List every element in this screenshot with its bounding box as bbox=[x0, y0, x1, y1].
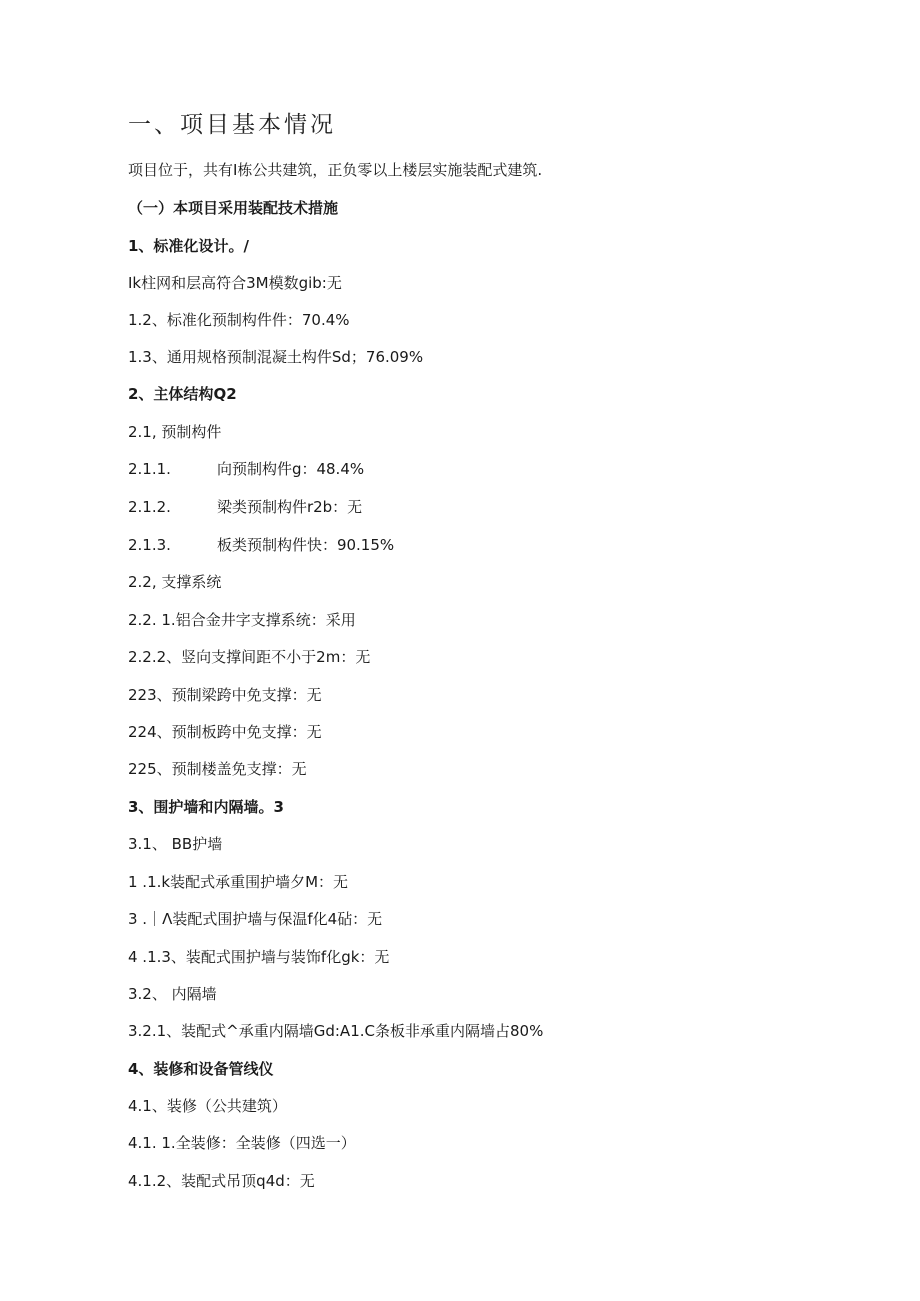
item-slab-precast bbox=[128, 535, 394, 555]
item-vertical-precast bbox=[128, 459, 364, 479]
item-standard-design: 1、标准化设计。/ bbox=[128, 237, 249, 255]
item-number: 2.1.3. bbox=[128, 536, 171, 554]
item-decoration-public: 4.1、装修（公共建筑） bbox=[128, 1097, 287, 1115]
item-decoration-equipment: 4、装修和设备管线仪 bbox=[128, 1060, 274, 1078]
subsection-title: （一）本项目采用装配技术措施 bbox=[128, 199, 339, 217]
item-partition-wall: 3.2、 内隔墙 bbox=[128, 985, 217, 1003]
item-decoration-wall: 4 .1.3、装配式围护墙与装饰f化gk：无 bbox=[128, 948, 390, 966]
item-walls: 3、围护墙和内隔墙。3 bbox=[128, 798, 284, 816]
item-nonloadbearing-partition: 3.2.1、装配式^承重内隔墙Gd:A1.C条板非承重内隔墙占80% bbox=[128, 1022, 544, 1040]
item-vertical-support: 2.2.2、竖向支撑间距不小于2m：无 bbox=[128, 648, 371, 666]
item-enclosure-wall: 3.1、 BB护墙 bbox=[128, 835, 223, 853]
item-loadbearing-wall: 1 .1.k装配式承重围护墙夕M：无 bbox=[128, 873, 349, 891]
item-floor-support: 225、预制楼盖免支撑：无 bbox=[128, 760, 307, 778]
item-number: 2.1.1. bbox=[128, 460, 171, 478]
item-standard-components: 1.2、标准化预制构件件：70.4% bbox=[128, 311, 350, 329]
item-text: 向预制构件g：48.4% bbox=[216, 460, 365, 478]
item-beam-precast bbox=[128, 497, 362, 517]
item-full-decoration: 4.1. 1.全装修：全装修（四选一） bbox=[128, 1134, 356, 1152]
section-heading: 一、项目基本情况 bbox=[128, 112, 336, 138]
item-column-grid: Ik柱网和层高符合3M模数gib:无 bbox=[128, 274, 342, 292]
item-general-components: 1.3、通用规格预制混凝土构件Sd；76.09% bbox=[128, 348, 424, 366]
item-text: 梁类预制构件r2b：无 bbox=[216, 498, 363, 516]
item-suspended-ceiling: 4.1.2、装配式吊顶q4d：无 bbox=[128, 1172, 315, 1190]
item-beam-support: 223、预制梁跨中免支撑：无 bbox=[128, 686, 322, 704]
intro-paragraph: 项目位于，共有I栋公共建筑，正负零以上楼层实施装配式建筑. bbox=[128, 161, 543, 179]
item-number: 2.1.2. bbox=[128, 498, 171, 516]
item-aluminum-support: 2.2. 1.铝合金井字支撑系统：采用 bbox=[128, 611, 356, 629]
item-slab-support: 224、预制板跨中免支撑：无 bbox=[128, 723, 322, 741]
item-main-structure: 2、主体结构Q2 bbox=[128, 385, 237, 403]
item-insulation-wall: 3 .｜Λ装配式围护墙与保温f化4砧：无 bbox=[128, 910, 383, 928]
item-text: 板类预制构件快：90.15% bbox=[216, 536, 395, 554]
item-support-system: 2.2, 支撑系统 bbox=[128, 573, 222, 591]
item-precast-components: 2.1, 预制构件 bbox=[128, 423, 222, 441]
